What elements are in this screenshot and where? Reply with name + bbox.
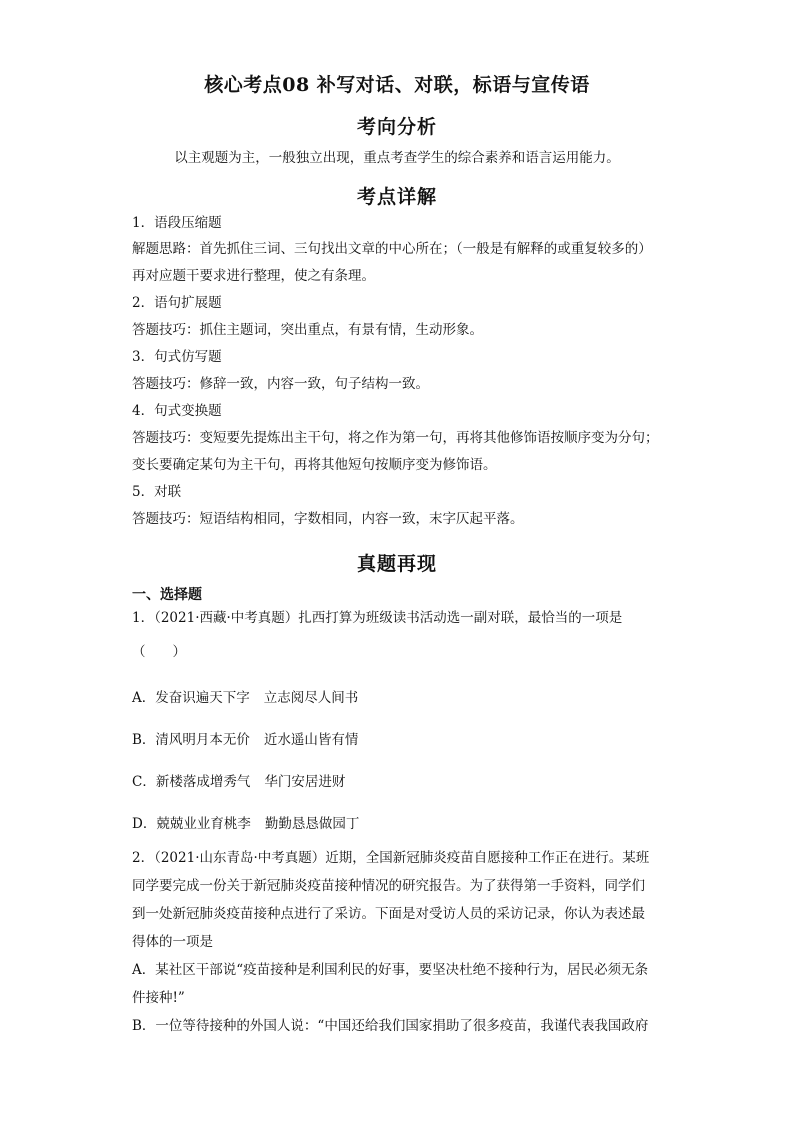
q1-option-a: [132, 686, 358, 706]
item2-title: 2．语句扩展题: [132, 295, 222, 311]
item1-title: 1．语段压缩题: [132, 215, 222, 231]
q1-option-d-right: 勤勤恳恳做园丁: [264, 816, 360, 832]
analysis-text: 以主观题为主，一般独立出现，重点考查学生的综合素养和语言运用能力。: [174, 150, 620, 166]
document-title: 核心考点08 补写对话、对联，标语与宣传语: [204, 74, 590, 96]
exam-heading: 真题再现: [356, 553, 437, 575]
q1-option-b-right: 近水遥山皆有情: [263, 732, 359, 748]
q2-line3: 到一处新冠肺炎疫苗接种点进行了采访。下面是对受访人员的采访记录，你认为表述最: [132, 906, 645, 922]
details-heading: 考点详解: [356, 186, 437, 208]
section-title: 一、选择题: [132, 587, 202, 603]
q1-option-a-right: 立志阅尽人间书: [263, 690, 359, 706]
q1-option-d-left: D．兢兢业业育桃李: [132, 816, 251, 832]
item4-line2: 变长要确定某句为主干句，再将其他短句按顺序变为修饰语。: [132, 457, 497, 473]
q1-option-c: [132, 770, 345, 790]
q1-option-c-right: 华门安居进财: [264, 774, 346, 790]
item3-title: 3．句式仿写题: [132, 349, 222, 365]
q1-option-c-left: C．新楼落成增秀气: [132, 774, 251, 790]
q1-stem: 1．（2021·西藏·中考真题）扎西打算为班级读书活动选一副对联，最恰当的一项是: [132, 610, 623, 626]
q1-blank: （ ）: [132, 644, 186, 660]
q2-line2: 同学要完成一份关于新冠肺炎疫苗接种情况的研究报告。为了获得第一手资料，同学们: [132, 878, 645, 894]
item2-line1: 答题技巧：抓住主题词，突出重点，有景有情，生动形象。: [132, 322, 483, 338]
q2-option-a-line1: A．某社区干部说“疫苗接种是利国利民的好事，要坚决杜绝不接种行为，居民必须无条: [132, 962, 649, 978]
q1-option-a-left: A．发奋识遍天下字: [132, 690, 250, 706]
q2-line4: 得体的一项是: [132, 934, 213, 950]
item5-title: 5．对联: [132, 484, 182, 500]
q2-line1: 2．（2021·山东青岛·中考真题）近期，全国新冠肺炎疫苗自愿接种工作正在进行。某班: [132, 850, 650, 866]
q1-option-d: [132, 812, 359, 832]
item1-line1: 解题思路：首先抓住三词、三句找出文章的中心所在；（一般是有解释的或重复较多的）: [132, 241, 652, 257]
q1-option-b-left: B．清风明月本无价: [132, 732, 250, 748]
item4-line1: 答题技巧：变短要先提炼出主干句，将之作为第一句，再将其他修饰语按顺序变为分句；: [132, 430, 659, 446]
item4-title: 4．句式变换题: [132, 403, 222, 419]
item3-line1: 答题技巧：修辞一致，内容一致，句子结构一致。: [132, 376, 429, 392]
item1-line2: 再对应题干要求进行整理，使之有条理。: [132, 268, 375, 284]
item5-line1: 答题技巧：短语结构相同，字数相同，内容一致，末字仄起平落。: [132, 511, 524, 527]
q1-option-b: [132, 728, 358, 748]
q2-option-a-line2: 件接种!”: [132, 990, 185, 1006]
analysis-heading: 考向分析: [356, 116, 437, 138]
q2-option-b-line1: B．一位等待接种的外国人说：“中国还给我们国家捐助了很多疫苗，我谨代表我国政府: [132, 1018, 649, 1034]
